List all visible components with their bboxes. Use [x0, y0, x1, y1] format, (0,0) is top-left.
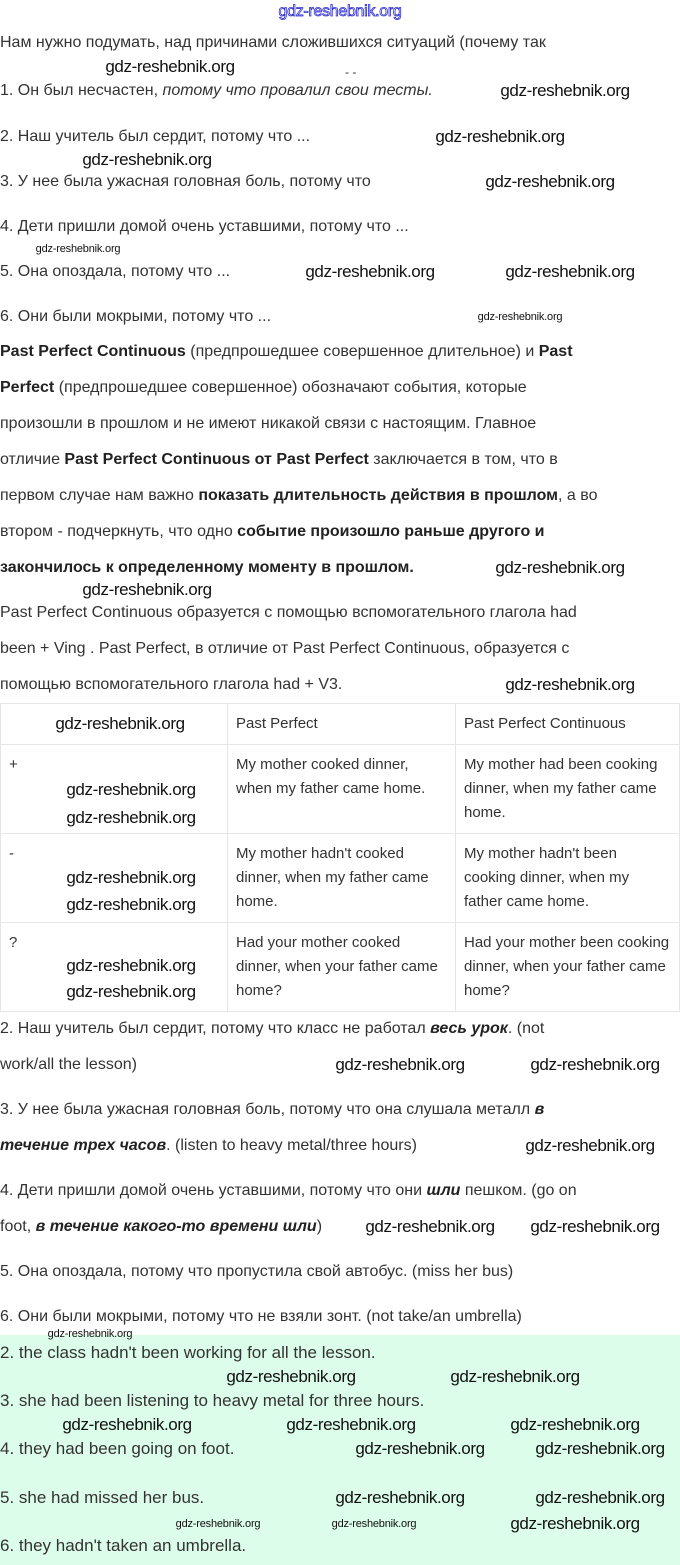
watermark: gdz-reshebnik.org: [477, 311, 563, 323]
watermark: gdz-reshebnik.org: [66, 808, 196, 827]
text-segment: течение трех часов: [0, 1137, 167, 1154]
exercise-line: [0, 1055, 137, 1075]
text-segment: в течение какого-то времени шли: [35, 1218, 317, 1235]
text-segment: заключается в том, что в: [368, 451, 558, 468]
table-cell: Had your mother been cooking dinner, when your father came home?: [456, 923, 680, 1012]
text-segment: . (listen to heavy metal/three hours): [166, 1137, 417, 1154]
watermark: gdz-reshebnik.org: [435, 127, 565, 146]
text-segment: 4. Дети пришли домой очень уставшими, потому что ...: [0, 218, 409, 235]
text-segment: 5. Она опоздала, потому что ...: [0, 263, 231, 280]
text-segment: Past: [538, 343, 573, 360]
text-segment: been + Ving . Past Perfect, в отличие от Past Perfect Continuous, образуется с: [0, 640, 570, 657]
table-cell: +: [1, 745, 228, 834]
site-header-watermark: gdz-reshebnik.org: [278, 3, 402, 20]
table-cell: ?: [1, 923, 228, 1012]
table-cell: -: [1, 834, 228, 923]
text-segment: , а во: [558, 487, 598, 504]
watermark: gdz-reshebnik.org: [535, 1439, 665, 1458]
text-segment: 1. Он был несчастен,: [0, 82, 163, 99]
watermark: gdz-reshebnik.org: [530, 1055, 660, 1074]
text-segment: 3. У нее была ужасная головная боль, потому что она слушала металл: [0, 1101, 535, 1118]
text-segment: 5. Она опоздала, потому что пропустила свой автобус. (miss her bus): [0, 1263, 514, 1280]
text-segment: Past Perfect Continuous: [0, 343, 186, 360]
task-item-1: [0, 81, 433, 101]
task-item-3: [0, 172, 371, 192]
watermark: gdz-reshebnik.org: [82, 580, 212, 599]
text-segment: foot,: [0, 1218, 36, 1235]
text-segment: Past Perfect Continuous от Past Perfect: [64, 451, 369, 468]
text-segment: втором - подчеркнуть, что одно: [0, 523, 238, 540]
text-segment: пешком. (go on: [460, 1182, 577, 1199]
watermark: gdz-reshebnik.org: [66, 956, 196, 975]
theory-line: [0, 378, 527, 398]
watermark: gdz-reshebnik.org: [82, 150, 212, 169]
text-segment: (предпрошедшее совершенное длительное) и: [185, 343, 539, 360]
watermark: gdz-reshebnik.org: [331, 1518, 417, 1530]
watermark: gdz-reshebnik.org: [226, 1367, 356, 1386]
watermark: gdz-reshebnik.org: [66, 895, 196, 914]
theory-line: [0, 603, 577, 623]
table-cell: My mother hadn't been cooking dinner, when my father came home.: [456, 834, 680, 923]
watermark: gdz-reshebnik.org: [450, 1367, 580, 1386]
exercise-line: [0, 1217, 322, 1237]
table-header-cell: Past Perfect Continuous: [456, 704, 680, 745]
watermark: gdz-reshebnik.org: [35, 243, 121, 255]
watermark: gdz-reshebnik.org: [66, 780, 196, 799]
text-segment: первом случае нам важно: [0, 487, 199, 504]
text-segment: Perfect: [0, 379, 55, 396]
answer-item: 5. she had missed her bus.: [0, 1488, 205, 1507]
watermark: gdz-reshebnik.org: [505, 262, 635, 281]
text-segment: 3. У нее была ужасная головная боль, потому что: [0, 173, 371, 190]
watermark: gdz-reshebnik.org: [305, 262, 435, 281]
exercise-line: [0, 1181, 577, 1201]
text-segment: показать длительность действия в прошлом: [198, 487, 559, 504]
exercise-line: [0, 1019, 544, 1039]
watermark: gdz-reshebnik.org: [525, 1136, 655, 1155]
text-segment: 6. Они были мокрыми, потому что ...: [0, 308, 272, 325]
text-segment: 2. Наш учитель был сердит, потому что класс не работал: [0, 1020, 431, 1037]
text-segment: - -: [345, 65, 357, 79]
watermark: gdz-reshebnik.org: [175, 1518, 261, 1530]
text-segment: Past Perfect Continuous образуется с помощью вспомогательного глагола had: [0, 604, 577, 621]
watermark: gdz-reshebnik.org: [365, 1217, 495, 1236]
watermark: gdz-reshebnik.org: [47, 1328, 133, 1340]
text-segment: закончилось к определенному моменту в прошлом.: [0, 559, 414, 576]
theory-line: [0, 558, 414, 578]
theory-line: [0, 522, 545, 542]
table-cell: My mother cooked dinner, when my father came home.: [228, 745, 456, 834]
watermark: gdz-reshebnik.org: [500, 81, 630, 100]
text-segment: 2. Наш учитель был сердит, потому что ...: [0, 128, 311, 145]
exercise-line: [0, 1100, 544, 1120]
watermark: gdz-reshebnik.org: [485, 172, 615, 191]
task-item-5: [0, 262, 230, 282]
task-item-2: [0, 127, 310, 147]
text-segment: шли: [426, 1182, 461, 1199]
text-segment: весь урок: [430, 1020, 508, 1037]
theory-line: [0, 450, 558, 470]
watermark: gdz-reshebnik.org: [355, 1439, 485, 1458]
text-segment: (предпрошедшее совершенное) обозначают события, которые: [54, 379, 527, 396]
watermark: gdz-reshebnik.org: [62, 1415, 192, 1434]
text-segment: 6. Они были мокрыми, потому что не взяли зонт. (not take/an umbrella): [0, 1308, 522, 1325]
exercise-line: [0, 1307, 522, 1327]
intro-artifact: [345, 62, 356, 82]
table-cell: My mother hadn't cooked dinner, when my father came home.: [228, 834, 456, 923]
text-segment: потому что провалил свои тесты.: [162, 82, 433, 99]
theory-line: [0, 486, 597, 506]
answer-item: 6. they hadn't taken an umbrella.: [0, 1536, 247, 1555]
table-cell: My mother had been cooking dinner, when my father came home.: [456, 745, 680, 834]
text-segment: произошли в прошлом и не имеют никакой связи с настоящим. Главное: [0, 415, 537, 432]
table-header-cell: Past Perfect: [228, 704, 456, 745]
text-segment: Нам нужно подумать, над причинами сложившихся ситуаций (почему так: [0, 34, 546, 51]
theory-line: [0, 414, 536, 434]
theory-line: [0, 675, 342, 695]
task-item-6: [0, 307, 271, 327]
theory-line: [0, 639, 569, 659]
text-segment: помощью вспомогательного глагола had + V3.: [0, 676, 343, 693]
watermark: gdz-reshebnik.org: [530, 1217, 660, 1236]
exercise-line: [0, 1136, 417, 1156]
watermark: gdz-reshebnik.org: [286, 1415, 416, 1434]
watermark: gdz-reshebnik.org: [510, 1514, 640, 1533]
watermark: gdz-reshebnik.org: [510, 1415, 640, 1434]
text-segment: в: [534, 1101, 545, 1118]
theory-line: [0, 342, 573, 362]
text-segment: . (not: [507, 1020, 545, 1037]
watermark: gdz-reshebnik.org: [505, 675, 635, 694]
task-item-4: [0, 217, 409, 237]
watermark: gdz-reshebnik.org: [66, 982, 196, 1001]
text-segment: 4. Дети пришли домой очень уставшими, потому что они: [0, 1182, 427, 1199]
watermark: gdz-reshebnik.org: [335, 1488, 465, 1507]
intro-line: [0, 33, 546, 53]
watermark: gdz-reshebnik.org: [55, 714, 185, 733]
watermark: gdz-reshebnik.org: [105, 57, 235, 76]
answer-item: 2. the class hadn't been working for all the lesson.: [0, 1343, 376, 1362]
text-segment: отличие: [0, 451, 65, 468]
watermark: gdz-reshebnik.org: [535, 1488, 665, 1507]
answer-item: 4. they had been going on foot.: [0, 1439, 235, 1458]
exercise-line: [0, 1262, 513, 1282]
text-segment: ): [316, 1218, 323, 1235]
table-cell: Had your mother cooked dinner, when your father came home?: [228, 923, 456, 1012]
watermark: gdz-reshebnik.org: [66, 868, 196, 887]
text-segment: событие произошло раньше другого и: [237, 523, 545, 540]
watermark: gdz-reshebnik.org: [335, 1055, 465, 1074]
text-segment: work/all the lesson): [0, 1056, 137, 1073]
answer-item: 3. she had been listening to heavy metal for three hours.: [0, 1391, 425, 1410]
watermark: gdz-reshebnik.org: [495, 558, 625, 577]
